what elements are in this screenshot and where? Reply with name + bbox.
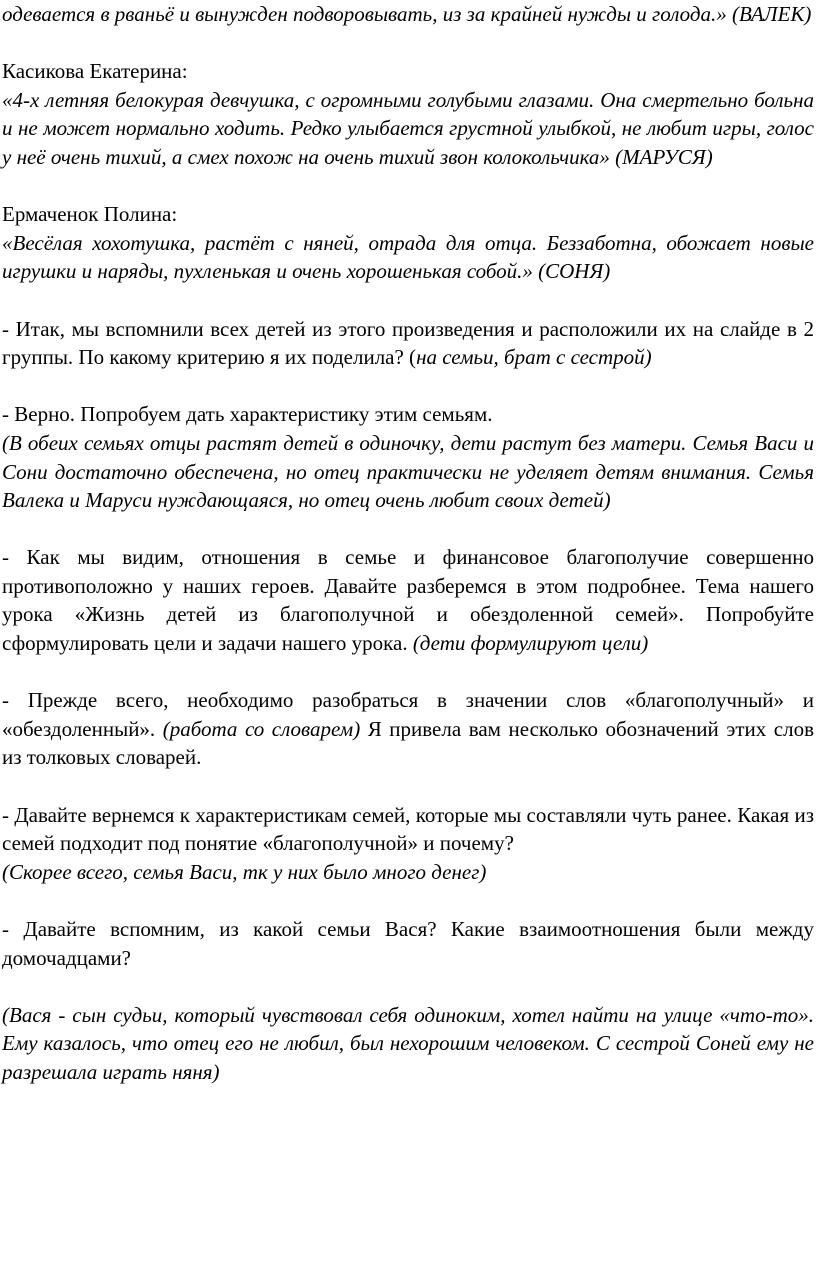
student-name-ermachenok: Ермаченок Полина: (2, 202, 178, 227)
paragraph-gap (2, 515, 814, 544)
sonya-quote: «Весёлая хохотушка, растёт с няней, отрада для отца. Беззаботна, обожает новые игрушки и наряды, пухленькая и очень хорошенькая собой.» (СОНЯ) (2, 230, 814, 284)
teacher-prosperous-question: - Давайте вернемся к характеристикам семей, которые мы составляли чуть ранее. Какая из семей подходит под понятие «благополучной» и почему? (2, 802, 814, 856)
paragraph-gap (2, 972, 814, 1001)
teacher-speech: - Как мы видим, отношения в семье и финансовое благополучие совершенно противоположно у наших героев. Давайте разберемся в этом подробнее. Тема нашего урока «Жизнь детей из благополучной и обездоленной семей». Попробуйте сформулировать цели и задачи нашего урока. (2, 545, 814, 656)
teacher-speech: - Итак, мы вспомнили всех детей из этого произведения и расположили их на слайде в 2 группы. По какому критерию я их поделила? ( (2, 316, 814, 370)
teacher-speech-continued: Я привела вам несколько обозначений этих слов из толковых словарей. (2, 716, 814, 770)
marusya-quote: «4-х летняя белокурая девчушка, с огромными голубыми глазами. Она смертельно больна и не может нормально ходить. Редко улыбается грустной улыбкой, не любит игры, голос у неё очень тихий, а смех похож на очень тихий звон колокольчика» (МАРУСЯ) (2, 87, 814, 169)
paragraph-gap (2, 172, 814, 201)
dictionary-paragraph (2, 686, 814, 772)
paragraph-gap (2, 286, 814, 315)
student-answer: на семьи, брат с сестрой) (416, 345, 652, 370)
student-answer: (дети формулируют цели) (412, 631, 649, 656)
teacher-vasya-question: - Давайте вспомним, из какой семьи Вася? Какие взаимоотношения были между домочадцами? (2, 917, 814, 970)
paragraph-gap (2, 29, 814, 58)
valek-quote-end: одевается в рваньё и вынужден подворовывать, из за крайней нужды и голода.» (ВАЛЕК) (2, 2, 812, 26)
teacher-question-groups (2, 315, 814, 372)
paragraph-gap (2, 372, 814, 401)
paragraph-gap (2, 658, 814, 687)
prosperous-answer: (Скорее всего, семья Васи, тк у них было много денег) (2, 859, 487, 884)
teacher-families-prompt: - Верно. Попробуем дать характеристику этим семьям. (2, 402, 493, 427)
paragraph-gap (2, 886, 814, 915)
vasya-answer: (Вася - сын судьи, который чувствовал себя одиноким, хотел найти на улице «что-то». Ему казалось, что отец его не любил, был нехорошим человеком. С сестрой Соней ему не разрешала играть няня) (2, 1002, 814, 1084)
activity-note: (работа со словарем) (162, 716, 361, 741)
families-characteristic-answer: (В обеих семьях отцы растят детей в одиночку, дети растут без матери. Семья Васи и Сони достаточно обеспечена, но отец практически не уделяет детям внимания. Семья Валека и Маруси нуждающаяся, но отец очень любит своих детей) (2, 430, 814, 513)
teacher-speech: - Прежде всего, необходимо разобраться в значении слов «благополучный» и «обездоленный». (2, 688, 814, 741)
paragraph-gap (2, 772, 814, 801)
student-name-kasikova: Касикова Екатерина: (2, 59, 188, 84)
lesson-topic-paragraph (2, 543, 814, 657)
